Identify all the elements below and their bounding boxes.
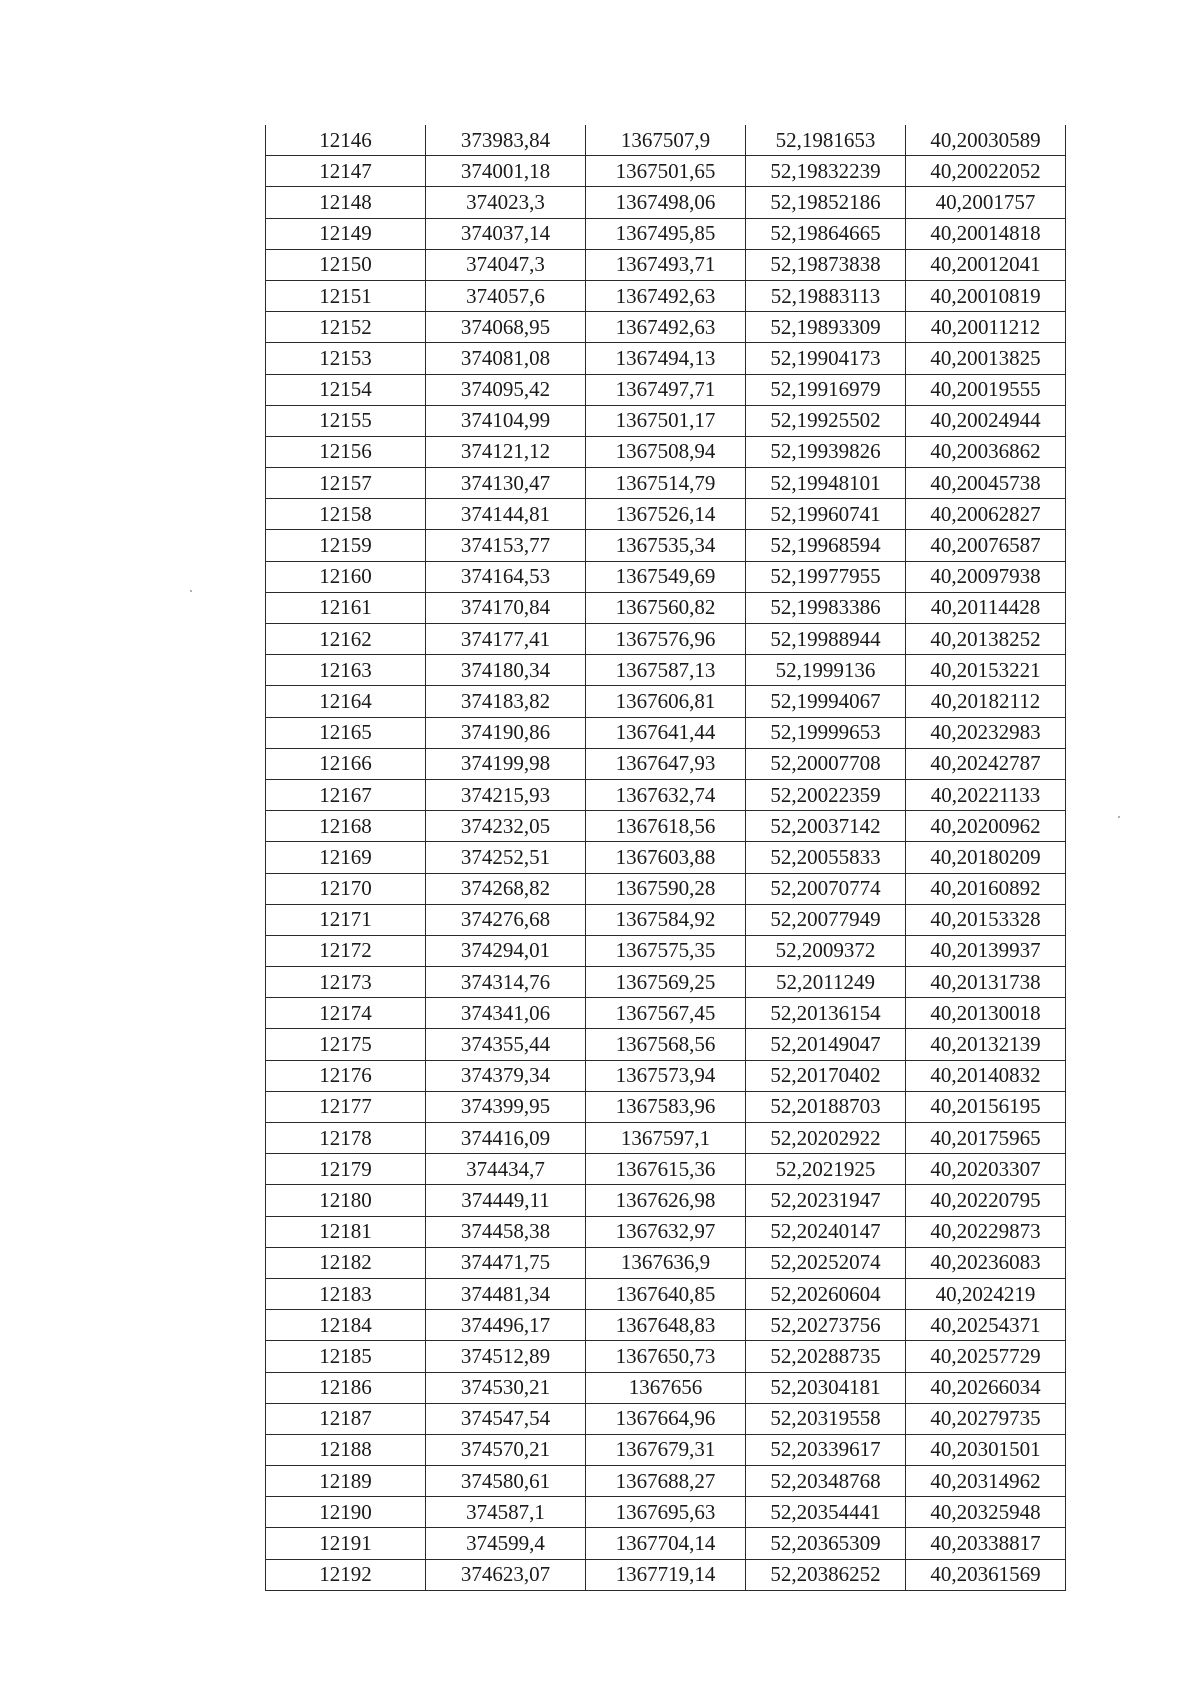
latitude-cell: 52,20240147 xyxy=(746,1216,906,1247)
point-number-cell: 12164 xyxy=(266,686,426,717)
y-coordinate-cell: 1367560,82 xyxy=(586,592,746,623)
point-number-cell: 12147 xyxy=(266,156,426,187)
point-number-cell: 12165 xyxy=(266,717,426,748)
x-coordinate-cell: 374449,11 xyxy=(426,1185,586,1216)
latitude-cell: 52,19948101 xyxy=(746,468,906,499)
longitude-cell: 40,20236083 xyxy=(906,1247,1066,1278)
y-coordinate-cell: 1367590,28 xyxy=(586,873,746,904)
point-number-cell: 12183 xyxy=(266,1278,426,1309)
x-coordinate-cell: 374130,47 xyxy=(426,468,586,499)
latitude-cell: 52,1999136 xyxy=(746,655,906,686)
table-row xyxy=(266,1403,1066,1434)
point-number-cell: 12176 xyxy=(266,1060,426,1091)
y-coordinate-cell: 1367501,65 xyxy=(586,156,746,187)
latitude-cell: 52,19977955 xyxy=(746,561,906,592)
latitude-cell: 52,20260604 xyxy=(746,1278,906,1309)
point-number-cell: 12174 xyxy=(266,998,426,1029)
x-coordinate-cell: 374144,81 xyxy=(426,499,586,530)
table-row xyxy=(266,218,1066,249)
x-coordinate-cell: 374252,51 xyxy=(426,842,586,873)
longitude-cell: 40,2024219 xyxy=(906,1278,1066,1309)
point-number-cell: 12149 xyxy=(266,218,426,249)
longitude-cell: 40,20024944 xyxy=(906,405,1066,436)
x-coordinate-cell: 374037,14 xyxy=(426,218,586,249)
y-coordinate-cell: 1367606,81 xyxy=(586,686,746,717)
point-number-cell: 12184 xyxy=(266,1310,426,1341)
longitude-cell: 40,20314962 xyxy=(906,1466,1066,1497)
x-coordinate-cell: 374268,82 xyxy=(426,873,586,904)
x-coordinate-cell: 374314,76 xyxy=(426,967,586,998)
point-number-cell: 12179 xyxy=(266,1154,426,1185)
latitude-cell: 52,20070774 xyxy=(746,873,906,904)
longitude-cell: 40,20014818 xyxy=(906,218,1066,249)
longitude-cell: 40,20036862 xyxy=(906,436,1066,467)
latitude-cell: 52,20231947 xyxy=(746,1185,906,1216)
point-number-cell: 12180 xyxy=(266,1185,426,1216)
y-coordinate-cell: 1367583,96 xyxy=(586,1091,746,1122)
longitude-cell: 40,20130018 xyxy=(906,998,1066,1029)
y-coordinate-cell: 1367568,56 xyxy=(586,1029,746,1060)
y-coordinate-cell: 1367584,92 xyxy=(586,904,746,935)
y-coordinate-cell: 1367688,27 xyxy=(586,1466,746,1497)
scan-speck xyxy=(1118,816,1120,818)
latitude-cell: 52,19988944 xyxy=(746,624,906,655)
longitude-cell: 40,20138252 xyxy=(906,624,1066,655)
latitude-cell: 52,20354441 xyxy=(746,1497,906,1528)
table-row xyxy=(266,1154,1066,1185)
x-coordinate-cell: 374512,89 xyxy=(426,1341,586,1372)
y-coordinate-cell: 1367679,31 xyxy=(586,1434,746,1465)
scan-speck xyxy=(190,590,192,592)
latitude-cell: 52,20170402 xyxy=(746,1060,906,1091)
x-coordinate-cell: 374170,84 xyxy=(426,592,586,623)
longitude-cell: 40,20266034 xyxy=(906,1372,1066,1403)
table-row xyxy=(266,249,1066,280)
latitude-cell: 52,2011249 xyxy=(746,967,906,998)
latitude-cell: 52,19864665 xyxy=(746,218,906,249)
longitude-cell: 40,20182112 xyxy=(906,686,1066,717)
point-number-cell: 12168 xyxy=(266,811,426,842)
x-coordinate-cell: 374023,3 xyxy=(426,187,586,218)
latitude-cell: 52,20319558 xyxy=(746,1403,906,1434)
table-row xyxy=(266,592,1066,623)
table-row xyxy=(266,1434,1066,1465)
point-number-cell: 12153 xyxy=(266,343,426,374)
point-number-cell: 12166 xyxy=(266,748,426,779)
point-number-cell: 12171 xyxy=(266,904,426,935)
table-row xyxy=(266,655,1066,686)
latitude-cell: 52,20037142 xyxy=(746,811,906,842)
y-coordinate-cell: 1367494,13 xyxy=(586,343,746,374)
x-coordinate-cell: 374068,95 xyxy=(426,312,586,343)
x-coordinate-cell: 374580,61 xyxy=(426,1466,586,1497)
y-coordinate-cell: 1367641,44 xyxy=(586,717,746,748)
longitude-cell: 40,20097938 xyxy=(906,561,1066,592)
y-coordinate-cell: 1367597,1 xyxy=(586,1123,746,1154)
latitude-cell: 52,19883113 xyxy=(746,280,906,311)
table-row xyxy=(266,499,1066,530)
latitude-cell: 52,19832239 xyxy=(746,156,906,187)
longitude-cell: 40,20160892 xyxy=(906,873,1066,904)
point-number-cell: 12191 xyxy=(266,1528,426,1559)
latitude-cell: 52,20055833 xyxy=(746,842,906,873)
table-row xyxy=(266,436,1066,467)
y-coordinate-cell: 1367650,73 xyxy=(586,1341,746,1372)
table-row xyxy=(266,312,1066,343)
x-coordinate-cell: 373983,84 xyxy=(426,125,586,156)
latitude-cell: 52,2009372 xyxy=(746,935,906,966)
table-row xyxy=(266,1060,1066,1091)
x-coordinate-cell: 374458,38 xyxy=(426,1216,586,1247)
latitude-cell: 52,19994067 xyxy=(746,686,906,717)
longitude-cell: 40,20257729 xyxy=(906,1341,1066,1372)
x-coordinate-cell: 374095,42 xyxy=(426,374,586,405)
longitude-cell: 40,20325948 xyxy=(906,1497,1066,1528)
longitude-cell: 40,20010819 xyxy=(906,280,1066,311)
longitude-cell: 40,20361569 xyxy=(906,1559,1066,1590)
y-coordinate-cell: 1367603,88 xyxy=(586,842,746,873)
point-number-cell: 12173 xyxy=(266,967,426,998)
point-number-cell: 12155 xyxy=(266,405,426,436)
table-row xyxy=(266,935,1066,966)
latitude-cell: 52,20149047 xyxy=(746,1029,906,1060)
table-row xyxy=(266,343,1066,374)
x-coordinate-cell: 374232,05 xyxy=(426,811,586,842)
point-number-cell: 12178 xyxy=(266,1123,426,1154)
longitude-cell: 40,20139937 xyxy=(906,935,1066,966)
y-coordinate-cell: 1367514,79 xyxy=(586,468,746,499)
y-coordinate-cell: 1367493,71 xyxy=(586,249,746,280)
latitude-cell: 52,19925502 xyxy=(746,405,906,436)
point-number-cell: 12192 xyxy=(266,1559,426,1590)
point-number-cell: 12160 xyxy=(266,561,426,592)
x-coordinate-cell: 374570,21 xyxy=(426,1434,586,1465)
point-number-cell: 12152 xyxy=(266,312,426,343)
table-row xyxy=(266,1341,1066,1372)
point-number-cell: 12186 xyxy=(266,1372,426,1403)
table-row xyxy=(266,873,1066,904)
longitude-cell: 40,20175965 xyxy=(906,1123,1066,1154)
x-coordinate-cell: 374215,93 xyxy=(426,779,586,810)
y-coordinate-cell: 1367626,98 xyxy=(586,1185,746,1216)
latitude-cell: 52,19939826 xyxy=(746,436,906,467)
longitude-cell: 40,20221133 xyxy=(906,779,1066,810)
table-row xyxy=(266,1247,1066,1278)
table-row xyxy=(266,125,1066,156)
point-number-cell: 12163 xyxy=(266,655,426,686)
y-coordinate-cell: 1367656 xyxy=(586,1372,746,1403)
y-coordinate-cell: 1367535,34 xyxy=(586,530,746,561)
table-row xyxy=(266,904,1066,935)
x-coordinate-cell: 374599,4 xyxy=(426,1528,586,1559)
latitude-cell: 52,20339617 xyxy=(746,1434,906,1465)
y-coordinate-cell: 1367526,14 xyxy=(586,499,746,530)
latitude-cell: 52,20202922 xyxy=(746,1123,906,1154)
x-coordinate-cell: 374047,3 xyxy=(426,249,586,280)
table-row xyxy=(266,748,1066,779)
table-row xyxy=(266,1466,1066,1497)
longitude-cell: 40,20140832 xyxy=(906,1060,1066,1091)
point-number-cell: 12148 xyxy=(266,187,426,218)
y-coordinate-cell: 1367575,35 xyxy=(586,935,746,966)
table-row xyxy=(266,405,1066,436)
latitude-cell: 52,20365309 xyxy=(746,1528,906,1559)
x-coordinate-cell: 374434,7 xyxy=(426,1154,586,1185)
y-coordinate-cell: 1367507,9 xyxy=(586,125,746,156)
latitude-cell: 52,20252074 xyxy=(746,1247,906,1278)
table-row xyxy=(266,998,1066,1029)
latitude-cell: 52,2021925 xyxy=(746,1154,906,1185)
latitude-cell: 52,1981653 xyxy=(746,125,906,156)
point-number-cell: 12167 xyxy=(266,779,426,810)
point-number-cell: 12169 xyxy=(266,842,426,873)
y-coordinate-cell: 1367501,17 xyxy=(586,405,746,436)
latitude-cell: 52,20007708 xyxy=(746,748,906,779)
y-coordinate-cell: 1367492,63 xyxy=(586,312,746,343)
point-number-cell: 12185 xyxy=(266,1341,426,1372)
longitude-cell: 40,20301501 xyxy=(906,1434,1066,1465)
y-coordinate-cell: 1367615,36 xyxy=(586,1154,746,1185)
y-coordinate-cell: 1367695,63 xyxy=(586,1497,746,1528)
table-row xyxy=(266,187,1066,218)
y-coordinate-cell: 1367647,93 xyxy=(586,748,746,779)
longitude-cell: 40,20232983 xyxy=(906,717,1066,748)
x-coordinate-cell: 374355,44 xyxy=(426,1029,586,1060)
latitude-cell: 52,19904173 xyxy=(746,343,906,374)
latitude-cell: 52,20136154 xyxy=(746,998,906,1029)
point-number-cell: 12154 xyxy=(266,374,426,405)
table-row xyxy=(266,842,1066,873)
table-row xyxy=(266,1372,1066,1403)
table-row xyxy=(266,1310,1066,1341)
x-coordinate-cell: 374294,01 xyxy=(426,935,586,966)
longitude-cell: 40,2001757 xyxy=(906,187,1066,218)
latitude-cell: 52,20273756 xyxy=(746,1310,906,1341)
table-row xyxy=(266,468,1066,499)
x-coordinate-cell: 374183,82 xyxy=(426,686,586,717)
latitude-cell: 52,19893309 xyxy=(746,312,906,343)
latitude-cell: 52,20077949 xyxy=(746,904,906,935)
coordinates-table-body xyxy=(266,125,1066,1590)
table-row xyxy=(266,811,1066,842)
latitude-cell: 52,19852186 xyxy=(746,187,906,218)
latitude-cell: 52,19916979 xyxy=(746,374,906,405)
point-number-cell: 12151 xyxy=(266,280,426,311)
longitude-cell: 40,20022052 xyxy=(906,156,1066,187)
latitude-cell: 52,19960741 xyxy=(746,499,906,530)
table-row xyxy=(266,1497,1066,1528)
longitude-cell: 40,20011212 xyxy=(906,312,1066,343)
latitude-cell: 52,20386252 xyxy=(746,1559,906,1590)
x-coordinate-cell: 374180,34 xyxy=(426,655,586,686)
x-coordinate-cell: 374199,98 xyxy=(426,748,586,779)
y-coordinate-cell: 1367587,13 xyxy=(586,655,746,686)
x-coordinate-cell: 374623,07 xyxy=(426,1559,586,1590)
y-coordinate-cell: 1367569,25 xyxy=(586,967,746,998)
point-number-cell: 12189 xyxy=(266,1466,426,1497)
coordinates-table xyxy=(265,125,1066,1591)
x-coordinate-cell: 374416,09 xyxy=(426,1123,586,1154)
point-number-cell: 12157 xyxy=(266,468,426,499)
x-coordinate-cell: 374164,53 xyxy=(426,561,586,592)
table-row xyxy=(266,156,1066,187)
y-coordinate-cell: 1367704,14 xyxy=(586,1528,746,1559)
table-row xyxy=(266,1216,1066,1247)
latitude-cell: 52,19999653 xyxy=(746,717,906,748)
x-coordinate-cell: 374530,21 xyxy=(426,1372,586,1403)
longitude-cell: 40,20019555 xyxy=(906,374,1066,405)
point-number-cell: 12182 xyxy=(266,1247,426,1278)
x-coordinate-cell: 374379,34 xyxy=(426,1060,586,1091)
table-row xyxy=(266,967,1066,998)
longitude-cell: 40,20200962 xyxy=(906,811,1066,842)
latitude-cell: 52,20288735 xyxy=(746,1341,906,1372)
y-coordinate-cell: 1367648,83 xyxy=(586,1310,746,1341)
y-coordinate-cell: 1367664,96 xyxy=(586,1403,746,1434)
x-coordinate-cell: 374081,08 xyxy=(426,343,586,374)
y-coordinate-cell: 1367567,45 xyxy=(586,998,746,1029)
x-coordinate-cell: 374121,12 xyxy=(426,436,586,467)
x-coordinate-cell: 374399,95 xyxy=(426,1091,586,1122)
y-coordinate-cell: 1367618,56 xyxy=(586,811,746,842)
x-coordinate-cell: 374587,1 xyxy=(426,1497,586,1528)
point-number-cell: 12181 xyxy=(266,1216,426,1247)
y-coordinate-cell: 1367497,71 xyxy=(586,374,746,405)
point-number-cell: 12190 xyxy=(266,1497,426,1528)
longitude-cell: 40,20132139 xyxy=(906,1029,1066,1060)
x-coordinate-cell: 374276,68 xyxy=(426,904,586,935)
point-number-cell: 12188 xyxy=(266,1434,426,1465)
point-number-cell: 12156 xyxy=(266,436,426,467)
longitude-cell: 40,20242787 xyxy=(906,748,1066,779)
y-coordinate-cell: 1367576,96 xyxy=(586,624,746,655)
longitude-cell: 40,20153328 xyxy=(906,904,1066,935)
y-coordinate-cell: 1367636,9 xyxy=(586,1247,746,1278)
table-row xyxy=(266,280,1066,311)
table-row xyxy=(266,624,1066,655)
x-coordinate-cell: 374496,17 xyxy=(426,1310,586,1341)
longitude-cell: 40,20153221 xyxy=(906,655,1066,686)
latitude-cell: 52,20304181 xyxy=(746,1372,906,1403)
y-coordinate-cell: 1367498,06 xyxy=(586,187,746,218)
x-coordinate-cell: 374341,06 xyxy=(426,998,586,1029)
longitude-cell: 40,20062827 xyxy=(906,499,1066,530)
y-coordinate-cell: 1367719,14 xyxy=(586,1559,746,1590)
table-row xyxy=(266,1528,1066,1559)
x-coordinate-cell: 374481,34 xyxy=(426,1278,586,1309)
y-coordinate-cell: 1367640,85 xyxy=(586,1278,746,1309)
longitude-cell: 40,20131738 xyxy=(906,967,1066,998)
table-row xyxy=(266,1029,1066,1060)
point-number-cell: 12146 xyxy=(266,125,426,156)
y-coordinate-cell: 1367492,63 xyxy=(586,280,746,311)
point-number-cell: 12150 xyxy=(266,249,426,280)
latitude-cell: 52,20022359 xyxy=(746,779,906,810)
longitude-cell: 40,20045738 xyxy=(906,468,1066,499)
longitude-cell: 40,20012041 xyxy=(906,249,1066,280)
longitude-cell: 40,20338817 xyxy=(906,1528,1066,1559)
longitude-cell: 40,20254371 xyxy=(906,1310,1066,1341)
table-row xyxy=(266,1123,1066,1154)
table-row xyxy=(266,779,1066,810)
table-row xyxy=(266,530,1066,561)
table-row xyxy=(266,374,1066,405)
latitude-cell: 52,19873838 xyxy=(746,249,906,280)
x-coordinate-cell: 374104,99 xyxy=(426,405,586,436)
table-row xyxy=(266,1278,1066,1309)
latitude-cell: 52,19983386 xyxy=(746,592,906,623)
x-coordinate-cell: 374153,77 xyxy=(426,530,586,561)
point-number-cell: 12159 xyxy=(266,530,426,561)
point-number-cell: 12170 xyxy=(266,873,426,904)
table-row xyxy=(266,1091,1066,1122)
longitude-cell: 40,20156195 xyxy=(906,1091,1066,1122)
longitude-cell: 40,20114428 xyxy=(906,592,1066,623)
longitude-cell: 40,20203307 xyxy=(906,1154,1066,1185)
point-number-cell: 12158 xyxy=(266,499,426,530)
x-coordinate-cell: 374471,75 xyxy=(426,1247,586,1278)
table-row xyxy=(266,1185,1066,1216)
longitude-cell: 40,20229873 xyxy=(906,1216,1066,1247)
table-row xyxy=(266,717,1066,748)
point-number-cell: 12172 xyxy=(266,935,426,966)
y-coordinate-cell: 1367508,94 xyxy=(586,436,746,467)
longitude-cell: 40,20013825 xyxy=(906,343,1066,374)
y-coordinate-cell: 1367495,85 xyxy=(586,218,746,249)
x-coordinate-cell: 374057,6 xyxy=(426,280,586,311)
y-coordinate-cell: 1367549,69 xyxy=(586,561,746,592)
point-number-cell: 12162 xyxy=(266,624,426,655)
table-row xyxy=(266,1559,1066,1590)
latitude-cell: 52,20188703 xyxy=(746,1091,906,1122)
latitude-cell: 52,19968594 xyxy=(746,530,906,561)
table-row xyxy=(266,686,1066,717)
point-number-cell: 12177 xyxy=(266,1091,426,1122)
y-coordinate-cell: 1367632,97 xyxy=(586,1216,746,1247)
point-number-cell: 12187 xyxy=(266,1403,426,1434)
point-number-cell: 12161 xyxy=(266,592,426,623)
point-number-cell: 12175 xyxy=(266,1029,426,1060)
x-coordinate-cell: 374547,54 xyxy=(426,1403,586,1434)
longitude-cell: 40,20180209 xyxy=(906,842,1066,873)
x-coordinate-cell: 374177,41 xyxy=(426,624,586,655)
y-coordinate-cell: 1367573,94 xyxy=(586,1060,746,1091)
longitude-cell: 40,20279735 xyxy=(906,1403,1066,1434)
longitude-cell: 40,20076587 xyxy=(906,530,1066,561)
y-coordinate-cell: 1367632,74 xyxy=(586,779,746,810)
x-coordinate-cell: 374001,18 xyxy=(426,156,586,187)
longitude-cell: 40,20220795 xyxy=(906,1185,1066,1216)
longitude-cell: 40,20030589 xyxy=(906,125,1066,156)
table-row xyxy=(266,561,1066,592)
x-coordinate-cell: 374190,86 xyxy=(426,717,586,748)
latitude-cell: 52,20348768 xyxy=(746,1466,906,1497)
